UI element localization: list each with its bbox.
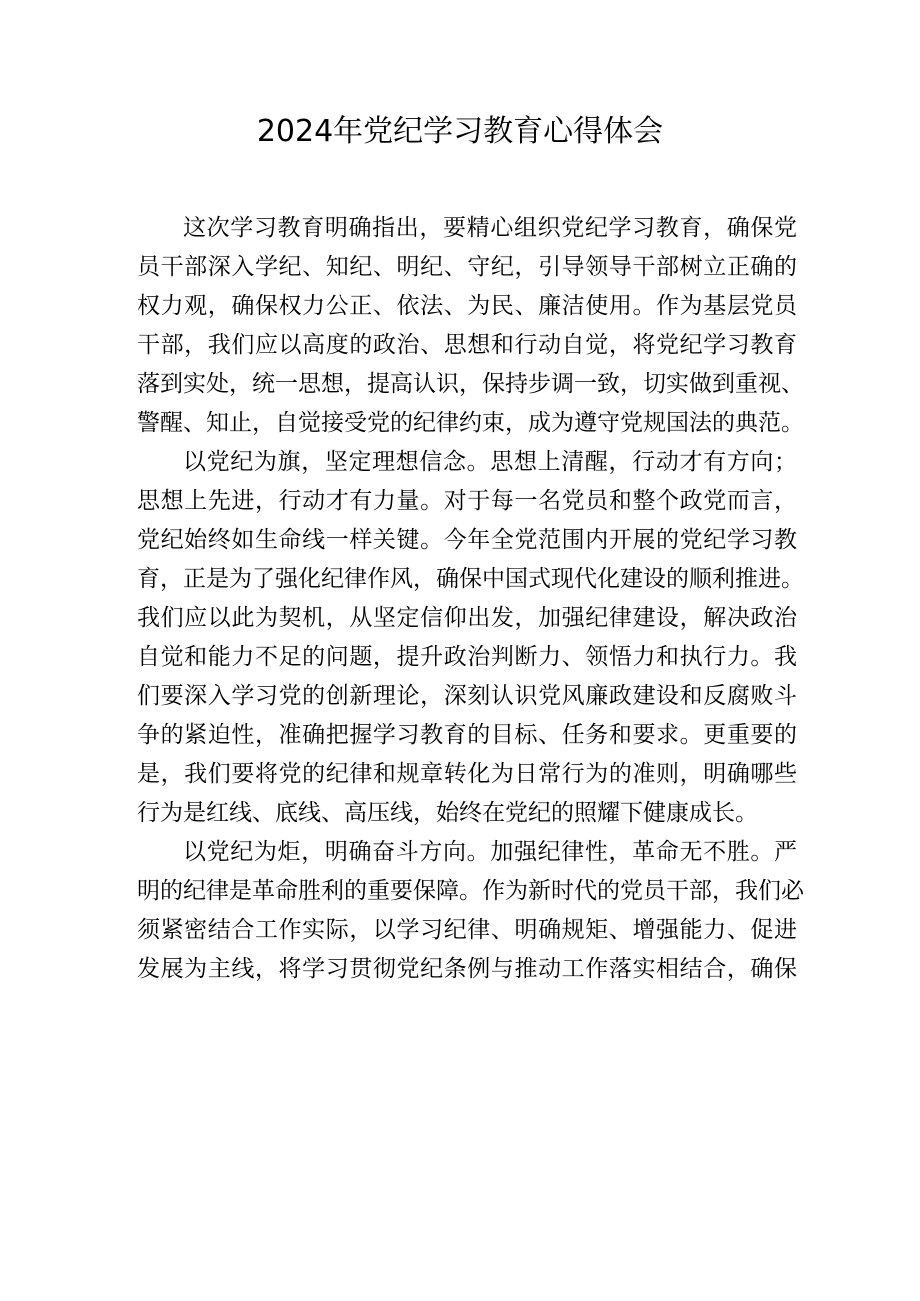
paragraph-3 <box>137 833 804 989</box>
paragraph-line: 警醒、知止，自觉接受党的纪律约束，成为遵守党规国法的典范。 <box>137 410 804 436</box>
paragraph-line: 以党纪为旗，坚定理想信念。思想上清醒，行动才有方向； <box>183 449 797 475</box>
paragraph-line: 这次学习教育明确指出，要精心组织党纪学习教育，确保党 <box>183 215 797 241</box>
paragraph-line: 是，我们要将党的纪律和规章转化为日常行为的准则，明确哪些 <box>137 761 797 787</box>
document-title: 2024年党纪学习教育心得体会 <box>256 114 664 149</box>
paragraph-line: 以党纪为炬，明确奋斗方向。加强纪律性，革命无不胜。严 <box>183 839 797 865</box>
paragraph-line: 须紧密结合工作实际，以学习纪律、明确规矩、增强能力、促进 <box>137 917 797 943</box>
paragraph-line: 自觉和能力不足的问题，提升政治判断力、领悟力和执行力。我 <box>137 644 797 670</box>
paragraph-line: 党纪始终如生命线一样关键。今年全党范围内开展的党纪学习教 <box>137 527 797 553</box>
paragraph-2 <box>137 443 804 833</box>
paragraph-line: 们要深入学习党的创新理论，深刻认识党风廉政建设和反腐败斗 <box>137 683 797 709</box>
document-body <box>137 209 804 989</box>
paragraph-1 <box>137 209 804 443</box>
paragraph-line: 干部，我们应以高度的政治、思想和行动自觉，将党纪学习教育 <box>137 332 797 358</box>
paragraph-line: 落到实处，统一思想，提高认识，保持步调一致，切实做到重视、 <box>137 371 804 397</box>
paragraph-line: 思想上先进，行动才有力量。对于每一名党员和整个政党而言， <box>137 488 797 514</box>
paragraph-line: 育，正是为了强化纪律作风，确保中国式现代化建设的顺利推进。 <box>137 566 804 592</box>
paragraph-line: 争的紧迫性，准确把握学习教育的目标、任务和要求。更重要的 <box>137 722 797 748</box>
paragraph-line: 权力观，确保权力公正、依法、为民、廉洁使用。作为基层党员 <box>137 293 797 319</box>
paragraph-line: 发展为主线，将学习贯彻党纪条例与推动工作落实相结合，确保 <box>137 956 797 982</box>
paragraph-line: 我们应以此为契机，从坚定信仰出发，加强纪律建设，解决政治 <box>137 605 797 631</box>
paragraph-line: 员干部深入学纪、知纪、明纪、守纪，引导领导干部树立正确的 <box>137 254 797 280</box>
paragraph-line: 明的纪律是革命胜利的重要保障。作为新时代的党员干部，我们必 <box>137 878 804 904</box>
paragraph-line: 行为是红线、底线、高压线，始终在党纪的照耀下健康成长。 <box>137 800 758 826</box>
